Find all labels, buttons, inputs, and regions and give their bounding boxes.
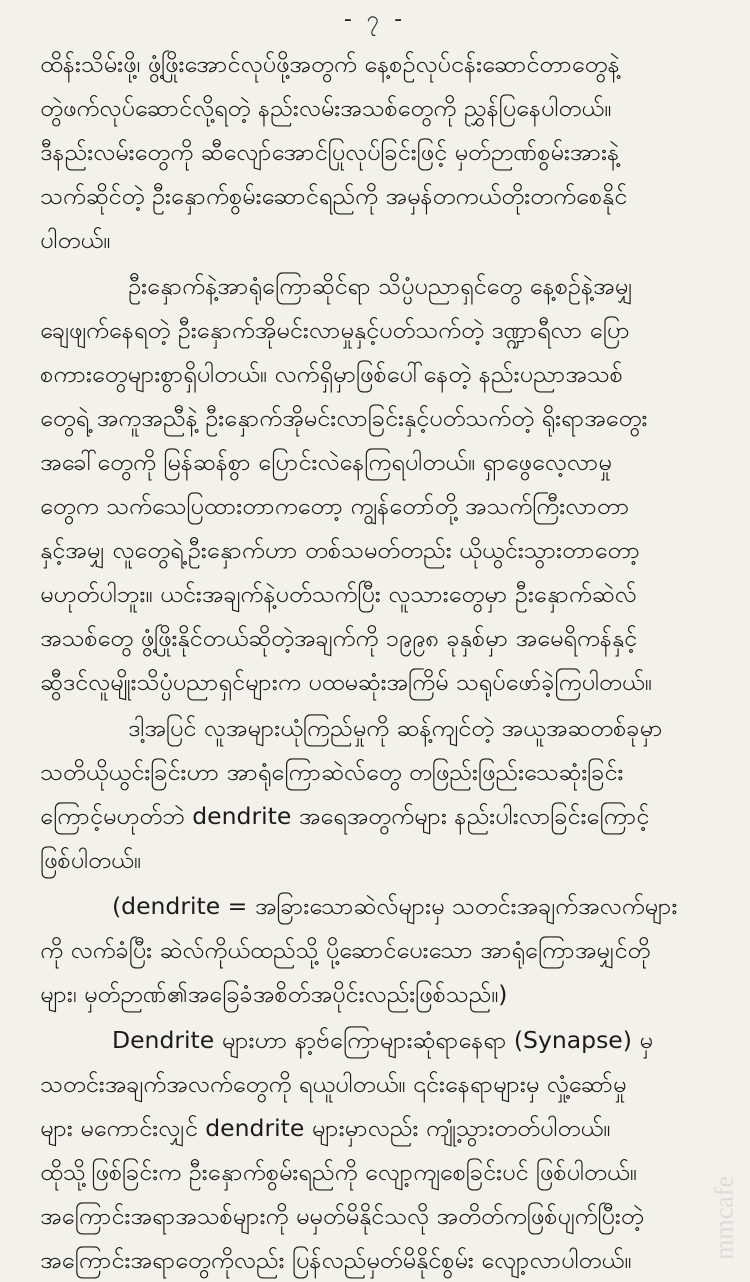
text-line: များ၊ မှတ်ဉာဏ်၏အခြေခံအစိတ်အပိုင်းလည်းဖြစ်သည်။) <box>40 980 508 1008</box>
text-line: သတင်းအချက်အလက်တွေကို ရယူပါတယ်။ ၎င်းနေရာများမှ လှုံ့ဆော်မှု <box>40 1070 627 1098</box>
text-line: များ မကောင်းလျှင် dendrite များမှာလည်း ကျုံ့သွားတတ်ပါတယ်။ <box>40 1114 611 1142</box>
text-line: သတိယိုယွင်းခြင်းဟာ အာရုံကြောဆဲလ်တွေ တဖြည်းဖြည်းသေဆုံးခြင်း <box>40 758 624 786</box>
text-line: (dendrite = အခြားသောဆဲလ်များမှ သတင်းအချက်အလက်များ <box>112 892 678 920</box>
text-line: သက်ဆိုင်တဲ့ ဦးနှောက်စွမ်းဆောင်ရည်ကို အမှန်တကယ်တိုးတက်စေနိုင် <box>40 182 628 210</box>
paragraph-2 <box>40 264 720 704</box>
text-line: ဖြစ်ပါတယ်။ <box>40 846 141 874</box>
text-line: အခေါ်တွေကို မြန်ဆန်စွာ ပြောင်းလဲနေကြရပါတယ်။ ရှာဖွေလေ့လာမှု <box>40 448 612 476</box>
text-line: ထိုသို့ဖြစ်ခြင်းက ဦးနှောက်စွမ်းရည်ကို လျော့ကျစေခြင်းပင် ဖြစ်ပါတယ်။ <box>40 1158 637 1186</box>
text-line: ဒီနည်းလမ်းတွေကို ဆီလျော်အောင်ပြုလုပ်ခြင်းဖြင့် မှတ်ဉာဏ်စွမ်းအားနဲ့ <box>40 138 620 166</box>
paragraph-1 <box>40 42 720 262</box>
text-line: ဆွီဒင်လူမျိုးသိပ္ပံပညာရှင်များက ပထမဆုံးအကြိမ် သရုပ်ဖော်ခဲ့ကြပါတယ်။ <box>40 668 652 696</box>
text-line: တွေရဲ့ အကူအညီနဲ့ ဦးနှောက်အိုမင်းလာခြင်းနှင့်ပတ်သက်တဲ့ ရိုးရာအတွေး <box>40 404 648 432</box>
body-text <box>40 42 720 1282</box>
text-line: တွဲဖက်လုပ်ဆောင်လို့ရတဲ့ နည်းလမ်းအသစ်တွေကို ညွှန်ပြနေပါတယ်။ <box>40 94 612 122</box>
text-line: ဒါ့အပြင် လူအများယုံကြည်မှုကို ဆန့်ကျင်တဲ့ အယူအဆတစ်ခုမှာ <box>128 714 663 742</box>
text-line: နှင့်အမျှ လူတွေရဲ့ဦးနှောက်ဟာ တစ်သမတ်တည်း ယိုယွင်းသွားတာတော့ <box>40 536 640 564</box>
text-line: Dendrite များဟာ နာ့ဗ်ကြောများဆုံရာနေရာ (Synapse) မှ <box>112 1026 653 1054</box>
text-line: ဦးနှောက်နဲ့အာရုံကြောဆိုင်ရာ သိပ္ပံပညာရှင်တွေ နေ့စဉ်နဲ့အမျှ <box>128 272 633 300</box>
text-line: စကားတွေများစွာရှိပါတယ်။ လက်ရှိမှာဖြစ်ပေါ်နေတဲ့ နည်းပညာအသစ် <box>40 360 623 388</box>
text-line: အကြောင်းအရာတွေကိုလည်း ပြန်လည်မှတ်မိနိုင်စွမ်း လျော့လာပါတယ်။ <box>40 1246 632 1274</box>
text-line: ကြောင့်မဟုတ်ဘဲ dendrite အရေအတွက်များ နည်းပါးလာခြင်းကြောင့် <box>40 802 650 830</box>
page-number: - ၇ - <box>343 7 407 32</box>
text-line: ချေဖျက်နေရတဲ့ ဦးနှောက်အိုမင်းလာမှုနှင့်ပတ်သက်တဲ့ ဒဏ္ဍာရီလာ ပြော <box>40 316 630 344</box>
text-line: ထိန်းသိမ်းဖို့၊ ဖွံ့ဖြိုးအောင်လုပ်ဖို့အတွက် နေ့စဉ်လုပ်ငန်းဆောင်တာတွေနဲ့ <box>40 50 620 78</box>
paragraph-5 <box>40 1018 720 1282</box>
definition-note <box>40 884 720 1016</box>
text-line: တွေက သက်သေပြထားတာကတော့ ကျွန်တော်တို့ အသက်ကြီးလာတာ <box>40 492 630 520</box>
text-line: ကို လက်ခံပြီး ဆဲလ်ကိုယ်ထည်သို့ ပို့ဆောင်ပေးသော အာရုံကြောအမျှင်တို <box>40 936 651 964</box>
text-line: အကြောင်းအရာအသစ်များကို မမှတ်မိနိုင်သလို အတိတ်ကဖြစ်ပျက်ပြီးတဲ့ <box>40 1202 644 1230</box>
text-line: အသစ်တွေ ဖွံ့ဖြိုးနိုင်တယ်ဆိုတဲ့အချက်ကို ၁၉၉၈ ခုနှစ်မှာ အမေရိကန်နှင့် <box>40 624 638 652</box>
paragraph-3 <box>40 706 720 882</box>
watermark: mmcafe <box>710 1176 739 1260</box>
text-line: မဟုတ်ပါဘူး။ ယင်းအချက်နဲ့ပတ်သက်ပြီး လူသားတွေမှာ ဦးနှောက်ဆဲလ် <box>40 580 637 608</box>
text-line: ပါတယ်။ <box>40 226 111 254</box>
